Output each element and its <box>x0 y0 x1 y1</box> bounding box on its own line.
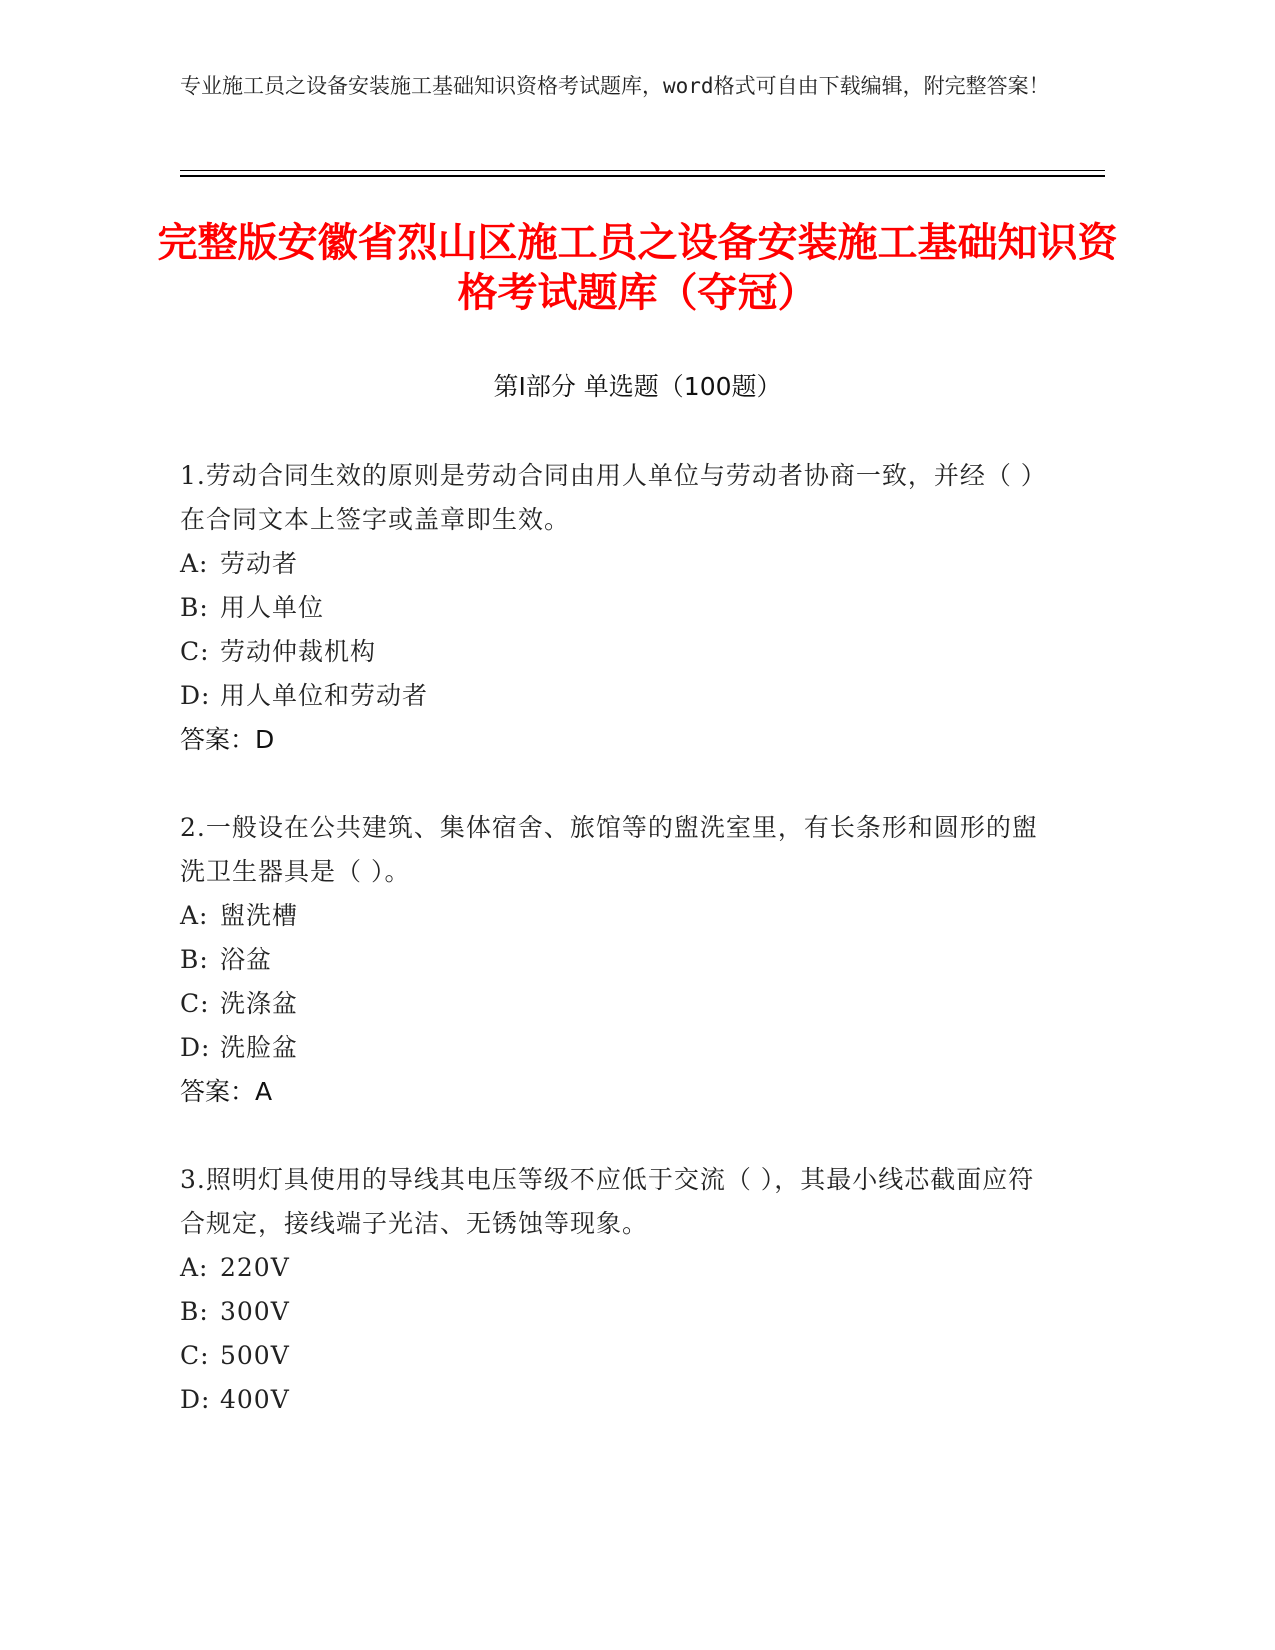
option-letter: A: <box>180 549 209 578</box>
answer-line: 答案：D <box>180 725 275 754</box>
option-text: 400V <box>220 1385 290 1414</box>
option-b <box>180 938 1040 982</box>
option-letter: C: <box>180 1341 210 1370</box>
document-title: 完整版安徽省烈山区施工员之设备安装施工基础知识资格考试题库（夺冠） <box>157 220 1118 316</box>
option-letter: B: <box>180 1297 209 1326</box>
option-text: 洗脸盆 <box>220 1033 299 1062</box>
option-c <box>180 1334 1040 1378</box>
question-2 <box>180 806 1040 1114</box>
question-1 <box>180 454 1040 762</box>
option-a <box>180 894 1040 938</box>
option-d <box>180 674 1040 718</box>
option-text: 用人单位和劳动者 <box>220 681 429 710</box>
option-a <box>180 542 1040 586</box>
option-letter: D: <box>180 1033 211 1062</box>
option-letter: A: <box>180 1253 209 1282</box>
answer-line: 答案：A <box>180 1077 273 1106</box>
option-letter: D: <box>180 1385 211 1414</box>
header-divider-thick <box>180 175 1105 177</box>
option-letter: B: <box>180 945 209 974</box>
option-a <box>180 1246 1040 1290</box>
option-letter: A: <box>180 901 209 930</box>
option-d <box>180 1378 1040 1422</box>
option-letter: D: <box>180 681 211 710</box>
option-text: 220V <box>220 1253 290 1282</box>
option-letter: B: <box>180 593 209 622</box>
question-list <box>180 454 1040 1466</box>
question-stem: 2.一般设在公共建筑、集体宿舍、旅馆等的盥洗室里，有长条形和圆形的盥洗卫生器具是（ ）。 <box>180 813 1038 886</box>
option-text: 300V <box>220 1297 290 1326</box>
header-note: 专业施工员之设备安装施工基础知识资格考试题库，word格式可自由下载编辑，附完整答案！ <box>180 74 1050 98</box>
option-text: 劳动仲裁机构 <box>220 637 377 666</box>
option-text: 浴盆 <box>220 945 273 974</box>
question-stem: 3.照明灯具使用的导线其电压等级不应低于交流（ ），其最小线芯截面应符合规定，接线端子光洁、无锈蚀等现象。 <box>180 1165 1035 1238</box>
section-heading: 第Ⅰ部分 单选题（100题） <box>493 372 782 401</box>
option-text: 劳动者 <box>220 549 299 578</box>
option-c <box>180 630 1040 674</box>
option-b <box>180 1290 1040 1334</box>
option-letter: C: <box>180 989 210 1018</box>
option-letter: C: <box>180 637 210 666</box>
question-3 <box>180 1158 1040 1422</box>
option-d <box>180 1026 1040 1070</box>
option-text: 洗涤盆 <box>220 989 299 1018</box>
option-text: 盥洗槽 <box>220 901 299 930</box>
option-c <box>180 982 1040 1026</box>
question-stem: 1.劳动合同生效的原则是劳动合同由用人单位与劳动者协商一致，并经（ ）在合同文本上签字或盖章即生效。 <box>180 461 1035 534</box>
option-text: 用人单位 <box>220 593 325 622</box>
option-b <box>180 586 1040 630</box>
header-divider-thin <box>180 170 1105 171</box>
option-text: 500V <box>220 1341 290 1370</box>
